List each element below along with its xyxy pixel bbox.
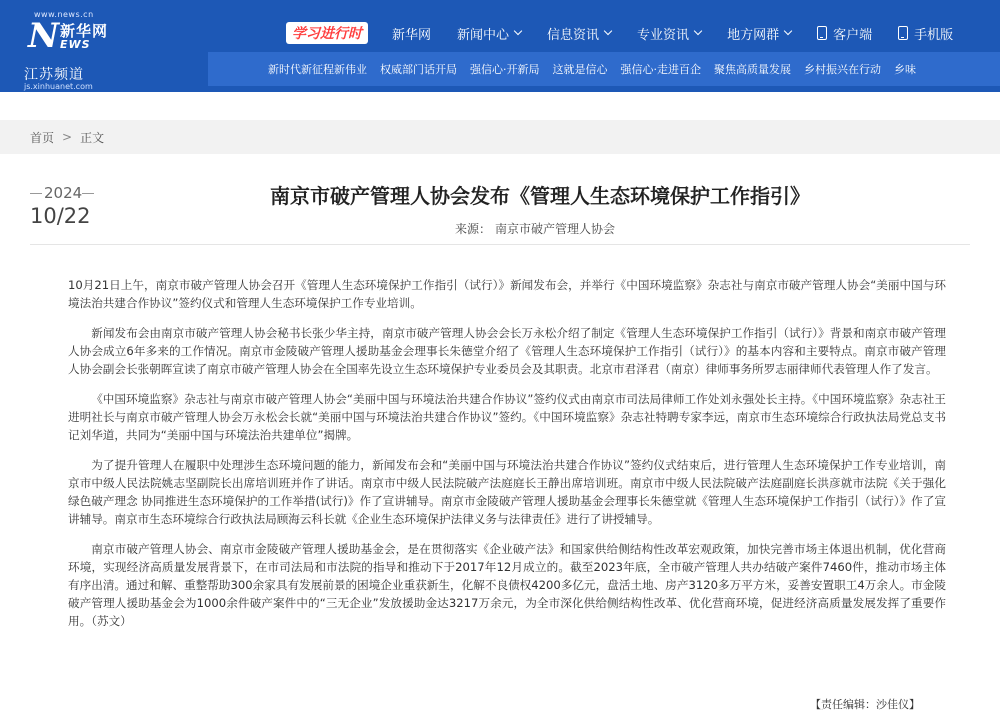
logo-en-text: EWS (60, 38, 91, 51)
logo-url: www.news.cn (34, 10, 94, 19)
mobile-link[interactable] (898, 24, 953, 43)
paragraph: 为了提升管理人在履职中处理涉生态环境问题的能力，新闻发布会和“美丽中国与环境法治共建合作协议”签约仪式结束后，进行管理人生态环境保护工作专业培训，南京市中级人民法院姚志坚副院长出席培训班并作了讲话。南京市中级人民法院破产法庭庭长王静出席培训班。南京市中级人民法院破产法庭副庭长洪彦就市法院《关于强化绿色破产理念 协同推进生态环境保护的工作举措(试行)》作了宣讲辅导。南京市金陵破产管理人援助基金会理事长朱德堂就《管理人生态环境保护工作指引（试行）》作了宣讲辅导。南京市生态环境综合行政执法局顾海云科长就《企业生态环境保护法律义务与法律责任》进行了讲授辅导。 (68, 458, 946, 526)
publish-year: 2024 (44, 184, 83, 202)
nav-label: 信息资讯 (547, 27, 600, 43)
nav-item-professional[interactable] (637, 24, 701, 43)
subnav-item[interactable]: 强信心·走进百企 (620, 63, 701, 76)
slogan-banner[interactable]: 学习进行时 (286, 22, 368, 44)
subnav-item[interactable]: 乡味 (894, 63, 916, 76)
paragraph: 10月21日上午，南京市破产管理人协会召开《管理人生态环境保护工作指引（试行）》新闻发布会，并举行《中国环境监察》杂志社与南京市破产管理人协会“美丽中国与环境法治共建合作协议”签约仪式和管理人生态环境保护工作专业培训。 (68, 278, 946, 310)
nav-label: 新华网 (392, 27, 432, 43)
subnav-item[interactable]: 乡村振兴在行动 (804, 63, 881, 76)
site-logo[interactable] (24, 8, 164, 91)
mobile-label: 手机版 (914, 27, 954, 43)
date-divider (30, 193, 42, 194)
article-source (455, 220, 619, 237)
tablet-icon (817, 26, 827, 40)
paragraph: 南京市破产管理人协会、南京市金陵破产管理人援助基金会，是在贯彻落实《企业破产法》和国家供给侧结构性改革宏观政策，加快完善市场主体退出机制，优化营商环境，实现经济高质量发展背景下，在市司法局和市法院的指导和推动下于2017年12月成立的。截至2023年底，全市破产管理人共办结破产案件7460件，推动市场主体有序出清。通过和解、重整帮助300余家具有发展前景的困境企业重获新生，化解不良债权4200多亿元，盘活土地、房产3120多万平方米，妥善安置职工4万余人。市金陵破产管理人援助基金会为1000余件破产案件中的“三无企业”发放援助金达3217万余元，为全市深化供给侧结构性改革、优化营商环境，促进经济高质量发展发挥了重要作用。（苏文） (68, 542, 946, 628)
article-body (68, 276, 946, 642)
logo-cn-text: 新华网 (60, 22, 109, 40)
nav-label: 新闻中心 (457, 27, 510, 43)
subnav-item[interactable]: 新时代新征程新伟业 (268, 63, 367, 76)
subnav-item[interactable]: 权威部门话开局 (380, 63, 457, 76)
main-nav (286, 20, 979, 46)
title-divider (30, 244, 970, 245)
chevron-down-icon (694, 27, 702, 35)
nav-label: 专业资讯 (637, 27, 690, 43)
chevron-down-icon (784, 27, 792, 35)
source-label: 来源： (455, 222, 492, 236)
client-link[interactable] (817, 24, 872, 43)
subnav-item[interactable]: 这就是信心 (552, 63, 608, 76)
publish-date: 10/22 (30, 204, 91, 228)
breadcrumb-home[interactable]: 首页 (30, 130, 55, 145)
nav-item-info[interactable] (547, 24, 611, 43)
channel-domain: js.xinhuanet.com (24, 82, 93, 91)
date-divider (82, 193, 94, 194)
responsible-editor: 【责任编辑：沙佳仪】 (810, 698, 920, 711)
chevron-down-icon (604, 27, 612, 35)
article-title: 南京市破产管理人协会发布《管理人生态环境保护工作指引》 (270, 184, 810, 208)
breadcrumb-separator: > (62, 130, 73, 144)
subnav-item[interactable]: 强信心·开新局 (470, 63, 540, 76)
subnav-item[interactable]: 聚焦高质量发展 (714, 63, 791, 76)
paragraph: 新闻发布会由南京市破产管理人协会秘书长张少华主持，南京市破产管理人协会会长万永松介绍了制定《管理人生态环境保护工作指引（试行）》背景和南京市破产管理人协会成立6年多来的工作情况。南京市金陵破产管理人援助基金会理事长朱德堂介绍了《管理人生态环境保护工作指引（试行）》的基本内容和主要特点。南京市破产管理人协会副会长张朝晖宣读了南京市破产管理人协会在全国率先设立生态环境保护专业委员会及其职责。北京市君泽君（南京）律师事务所罗志丽律师代表管理人作了发言。 (68, 326, 946, 376)
channel-name: 江苏频道 (24, 67, 84, 83)
nav-label: 地方网群 (727, 27, 780, 43)
mobile-phone-icon (898, 26, 908, 40)
site-header (0, 0, 1000, 92)
nav-item-local[interactable] (727, 24, 791, 43)
chevron-down-icon (514, 27, 522, 35)
paragraph: 《中国环境监察》杂志社与南京市破产管理人协会“美丽中国与环境法治共建合作协议”签约仪式由南京市司法局律师工作处刘永强处长主持。《中国环境监察》杂志社王进明社长与南京市破产管理人协会万永松会长就“美丽中国与环境法治共建合作协议”签约。《中国环境监察》杂志社特聘专家李远，南京市生态环境综合行政执法局党总支书记刘华道，共同为“美丽中国与环境法治共建单位”揭牌。 (68, 392, 946, 442)
breadcrumb-current: 正文 (80, 130, 105, 145)
nav-item-news-center[interactable] (457, 24, 521, 43)
nav-item-xinhua[interactable] (392, 24, 431, 43)
breadcrumb (0, 120, 1000, 154)
logo-letter: N (28, 16, 60, 56)
source-value: 南京市破产管理人协会 (495, 222, 616, 236)
sub-nav (208, 52, 1000, 86)
client-label: 客户端 (833, 27, 873, 43)
